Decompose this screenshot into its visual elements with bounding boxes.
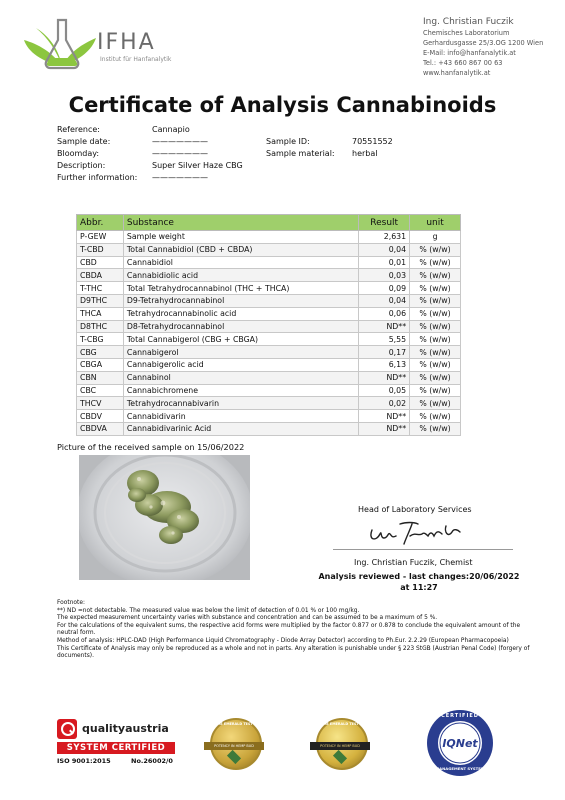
cell-unit: % (w/w)	[410, 320, 461, 333]
cell-result: 6,13	[359, 358, 410, 371]
logo-subtitle: Institut für Hanfanalytik	[100, 56, 172, 63]
cell-unit: % (w/w)	[410, 422, 461, 435]
results-table	[76, 214, 461, 436]
quality-austria-q-icon	[57, 719, 77, 739]
table-row	[77, 422, 461, 435]
cell-substance: Cannabidiol	[123, 256, 358, 269]
meta-values-right	[352, 136, 432, 160]
meta-labels-right	[266, 136, 352, 160]
cell-unit: % (w/w)	[410, 333, 461, 346]
further-info-value: ———————	[152, 173, 208, 182]
cell-result: 0,09	[359, 282, 410, 295]
cell-abbr: CBDVA	[77, 422, 124, 435]
table-row	[77, 346, 461, 359]
cell-abbr: CBC	[77, 384, 124, 397]
cell-substance: Cannabidivarin	[123, 410, 358, 423]
cell-abbr: T-CBD	[77, 243, 124, 256]
cell-unit: % (w/w)	[410, 307, 461, 320]
lab-contact-email[interactable]: E-Mail: info@hanfanalytik.at	[423, 49, 516, 57]
emerald-badge-ribbon: POTENCY IN HEMP BUD	[310, 742, 370, 750]
lab-contact	[423, 16, 543, 78]
cell-abbr: P-GEW	[77, 231, 124, 244]
cell-unit: % (w/w)	[410, 269, 461, 282]
cell-substance: Cannabidivarinic Acid	[123, 422, 358, 435]
picture-caption: Picture of the received sample on 15/06/2022	[57, 442, 245, 452]
cell-substance: Total Cannabigerol (CBG + CBGA)	[123, 333, 358, 346]
cell-unit: % (w/w)	[410, 243, 461, 256]
cell-substance: Total Tetrahydrocannabinol (THC + THCA)	[123, 282, 358, 295]
system-certified-label: SYSTEM CERTIFIED	[57, 742, 175, 754]
table-row	[77, 243, 461, 256]
sample-material-value: herbal	[352, 149, 378, 158]
cell-abbr: CBDA	[77, 269, 124, 282]
cell-substance: D8-Tetrahydrocannabinol	[123, 320, 358, 333]
cell-substance: Tetrahydrocannabivarin	[123, 397, 358, 410]
cell-substance: Cannabichromene	[123, 384, 358, 397]
footnote-label: Footnote:	[57, 600, 85, 606]
cell-unit: % (w/w)	[410, 256, 461, 269]
cell-result: 0,05	[359, 384, 410, 397]
table-row	[77, 294, 461, 307]
cell-unit: % (w/w)	[410, 346, 461, 359]
cell-result: 2,631	[359, 231, 410, 244]
cell-result: 5,55	[359, 333, 410, 346]
cell-abbr: CBGA	[77, 358, 124, 371]
cell-abbr: CBD	[77, 256, 124, 269]
cell-result: 0,17	[359, 346, 410, 359]
quality-austria-badge	[57, 719, 175, 767]
table-row	[77, 282, 461, 295]
table-row	[77, 333, 461, 346]
signature-heading: Head of Laboratory Services	[358, 505, 472, 514]
emerald-test-badge	[204, 716, 264, 776]
iqnet-certified-badge	[425, 708, 495, 778]
sample-id-value: 70551552	[352, 137, 393, 146]
cell-result: ND**	[359, 410, 410, 423]
cell-result: 0,04	[359, 294, 410, 307]
table-row	[77, 269, 461, 282]
sample-date-label: Sample date:	[57, 137, 111, 146]
cell-abbr: T-THC	[77, 282, 124, 295]
iqnet-ring-bottom: MANAGEMENT SYSTEM	[435, 766, 485, 771]
cell-abbr: THCV	[77, 397, 124, 410]
cell-result: 0,03	[359, 269, 410, 282]
cell-result: 0,01	[359, 256, 410, 269]
description-value: Super Silver Haze CBG	[152, 161, 243, 170]
table-row	[77, 320, 461, 333]
quality-austria-name: qualityaustria	[82, 722, 169, 735]
sample-photo	[79, 455, 250, 580]
table-row	[77, 371, 461, 384]
reference-label: Reference:	[57, 125, 100, 134]
meta-labels-left	[57, 124, 152, 184]
further-info-label: Further information:	[57, 173, 138, 182]
footnote-line: **) ND =not detectable. The measured value was below the limit of detection of 0.01 % or 100 mg/kg.	[57, 607, 360, 614]
cell-substance: Tetrahydrocannabinolic acid	[123, 307, 358, 320]
cell-substance: Cannabigerol	[123, 346, 358, 359]
sample-date-value: ———————	[152, 137, 208, 146]
emerald-badge-top-text: THE EMERALD TEST	[215, 722, 253, 726]
cell-abbr: CBG	[77, 346, 124, 359]
cell-result: 0,06	[359, 307, 410, 320]
footnote-line: Method of analysis: HPLC-DAD (High Performance Liquid Chromatography - Diode Array Detector) according to Ph.Eur. 2.2.29 (European Pharmacopoeia)	[57, 637, 509, 644]
cell-unit: % (w/w)	[410, 358, 461, 371]
column-header-result: Result	[359, 215, 410, 231]
iqnet-ring-top: CERTIFIED	[441, 713, 479, 719]
cell-unit: g	[410, 231, 461, 244]
iso-standard: ISO 9001:2015	[57, 757, 111, 765]
lab-contact-name: Ing. Christian Fuczik	[423, 17, 514, 27]
footnote	[57, 600, 532, 661]
cell-substance: Cannabidiolic acid	[123, 269, 358, 282]
cell-substance: Cannabigerolic acid	[123, 358, 358, 371]
cell-result: 0,02	[359, 397, 410, 410]
cell-substance: Cannabinol	[123, 371, 358, 384]
cell-result: ND**	[359, 320, 410, 333]
description-label: Description:	[57, 161, 106, 170]
handwritten-signature-icon	[366, 518, 466, 546]
column-header-unit: unit	[410, 215, 461, 231]
cell-abbr: D9THC	[77, 294, 124, 307]
cell-unit: % (w/w)	[410, 384, 461, 397]
signature-line	[333, 549, 513, 550]
emerald-badge-top-text: THE EMERALD TEST	[321, 722, 359, 726]
table-row	[77, 358, 461, 371]
reference-value: Cannapio	[152, 125, 190, 134]
cell-abbr: CBN	[77, 371, 124, 384]
table-row	[77, 307, 461, 320]
column-header-substance: Substance	[123, 215, 358, 231]
cell-abbr: D8THC	[77, 320, 124, 333]
meta-values-left	[152, 124, 262, 184]
lab-contact-line: Gerhardusgasse 25/3.OG 1200 Wien	[423, 39, 544, 47]
ifha-logo-icon	[22, 14, 100, 72]
cell-result: ND**	[359, 371, 410, 384]
column-header-abbr: Abbr.	[77, 215, 124, 231]
emerald-test-badge	[310, 716, 370, 776]
signatory-name: Ing. Christian Fuczik, Chemist	[354, 558, 473, 567]
bloomday-label: Bloomday:	[57, 149, 100, 158]
bloomday-value: ———————	[152, 149, 208, 158]
cell-abbr: THCA	[77, 307, 124, 320]
table-row	[77, 384, 461, 397]
cell-result: 0,04	[359, 243, 410, 256]
iqnet-label: IQNet	[442, 737, 478, 750]
lab-contact-website[interactable]: www.hanfanalytik.at	[423, 69, 491, 77]
table-row	[77, 397, 461, 410]
cell-abbr: CBDV	[77, 410, 124, 423]
footnote-line: For the calculations of the equivalent sums, the respective acid forms were multiplied by the factor 0.877 or 0.878 to conclude the equivalent amount of the neutral form.	[57, 622, 521, 637]
review-date: Analysis reviewed - last changes:20/06/2022 at 11:27	[318, 572, 520, 592]
sample-material-label: Sample material:	[266, 149, 335, 158]
table-header-row	[77, 215, 461, 231]
cell-unit: % (w/w)	[410, 410, 461, 423]
footnote-line: The expected measurement uncertainty varies with substance and concentration and can be assumed to be a maximum of 5 %.	[57, 615, 438, 622]
cell-unit: % (w/w)	[410, 371, 461, 384]
cell-substance: D9-Tetrahydrocannabinol	[123, 294, 358, 307]
table-row	[77, 410, 461, 423]
table-row	[77, 256, 461, 269]
document-title: Certificate of Analysis Cannabinoids	[68, 93, 497, 117]
emerald-badge-ribbon: POTENCY IN HEMP BUD	[204, 742, 264, 750]
cell-unit: % (w/w)	[410, 397, 461, 410]
cell-substance: Total Cannabidiol (CBD + CBDA)	[123, 243, 358, 256]
logo-name: IFHA	[97, 30, 156, 55]
sample-id-label: Sample ID:	[266, 137, 310, 146]
cell-unit: % (w/w)	[410, 282, 461, 295]
table-row	[77, 231, 461, 244]
cell-abbr: T-CBG	[77, 333, 124, 346]
cell-result: ND**	[359, 422, 410, 435]
footnote-line: This Certificate of Analysis may only be reproduced as a whole and not in parts. Any alteration is punishable under § 223 StGB (Austrian Penal Code) (forgery of documents).	[57, 645, 530, 660]
certificate-number: No.26002/0	[131, 757, 173, 765]
cell-substance: Sample weight	[123, 231, 358, 244]
lab-contact-line: Chemisches Laboratorium	[423, 29, 510, 37]
lab-contact-phone: Tel.: +43 660 867 00 63	[423, 59, 503, 67]
cell-unit: % (w/w)	[410, 294, 461, 307]
